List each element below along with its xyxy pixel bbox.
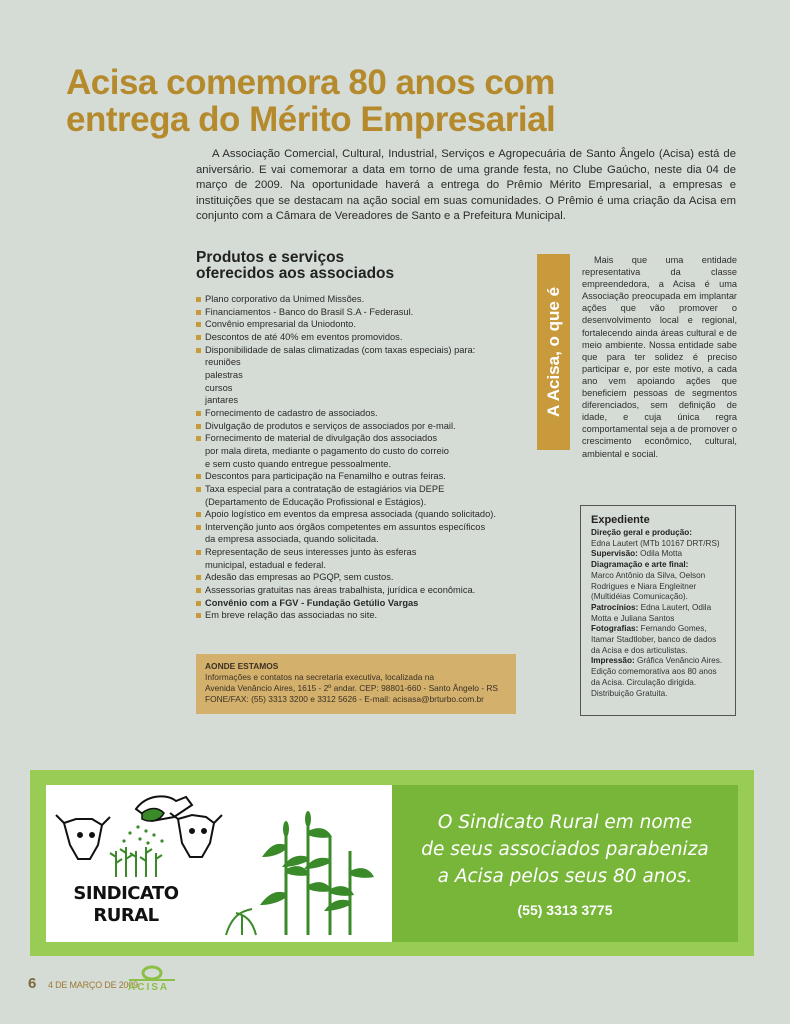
product-item-text: cursos xyxy=(205,382,233,393)
title-line-1: Acisa comemora 80 anos com xyxy=(66,63,555,102)
bullet-square-icon xyxy=(196,424,201,429)
water-drops-icon xyxy=(122,825,163,844)
bullet-square-icon xyxy=(196,525,201,530)
fotografias-value: Fernando Gomes, Itamar Stadtlober, banco de dados da Acisa e dos articulistas. xyxy=(591,624,717,655)
supervisao-label: Supervisão: xyxy=(591,549,638,559)
product-item-text: Fornecimento de cadastro de associados. xyxy=(205,407,378,418)
location-line-1: Informações e contatos na secretaria executiva, localizada na xyxy=(205,672,435,682)
product-list-item xyxy=(196,559,526,572)
product-item-text: Adesão das empresas ao PGQP, sem custos. xyxy=(205,572,394,583)
diagramacao-value: Marco Antônio da Silva, Oelson Rodrigues e Niara Engleitner (Multidéias Comunicação). xyxy=(591,570,706,602)
logo-line-2: RURAL xyxy=(93,905,159,926)
products-list xyxy=(196,293,526,622)
bullet-square-icon xyxy=(196,310,201,315)
bullet-square-icon xyxy=(196,512,201,517)
products-heading xyxy=(196,250,496,282)
product-item-text: Convênio empresarial da Uniodonto. xyxy=(205,319,356,330)
product-item-text: e sem custo quando entregue pessoalmente. xyxy=(205,458,392,469)
product-list-item xyxy=(196,293,526,306)
sindicato-logo-panel xyxy=(46,785,392,942)
location-box xyxy=(196,654,516,714)
product-item-text: Descontos de até 40% em eventos promovidos. xyxy=(205,331,403,342)
product-list-item xyxy=(196,445,526,458)
product-list-item xyxy=(196,533,526,546)
product-list-item xyxy=(196,470,526,483)
product-item-text: Plano corporativo da Unimed Missões. xyxy=(205,294,365,304)
bullet-square-icon xyxy=(196,436,201,441)
page-number: 6 xyxy=(28,975,37,992)
product-item-text: Disponibilidade de salas climatizadas (com taxas especiais) para: xyxy=(205,344,476,355)
product-item-text: Convênio com a FGV - Fundação Getúlio Vargas xyxy=(205,597,419,608)
product-list-item xyxy=(196,496,526,509)
article-title xyxy=(66,64,766,138)
title-line-2: entrega do Mérito Empresarial xyxy=(66,100,556,139)
sindicato-logo-text xyxy=(56,883,196,927)
product-list-item xyxy=(196,369,526,382)
products-heading-line-2: oferecidos aos associados xyxy=(196,265,395,282)
bullet-square-icon xyxy=(196,550,201,555)
bullet-square-icon xyxy=(196,575,201,580)
patrocinios-label: Patrocínios: xyxy=(591,602,639,612)
product-item-text: Financiamentos - Banco do Brasil S.A - Federasul. xyxy=(205,306,414,317)
bullet-square-icon xyxy=(196,335,201,340)
bullet-square-icon xyxy=(196,411,201,416)
ad-slogan xyxy=(392,809,738,890)
direcao-value: Edna Lautert (MTb 10167 DRT/RS) xyxy=(591,538,720,548)
slogan-line-1: O Sindicato Rural em nome xyxy=(437,812,693,833)
bullet-square-icon xyxy=(196,487,201,492)
product-item-text: por mala direta, mediante o pagamento do custo do correio xyxy=(205,445,449,456)
expediente-box: Expediente Direção geral e produção: Edna Lautert (MTb 10167 DRT/RS) Supervisão: Odila Motta Diagramação e arte final: Marco Antônio da Silva, Oelson Rodrigues e Niara Engleitner (Multidéias Comunicação). Patrocínios: Edna Lautert, Odila Motta e Juliana Santos Fotografias: Fernando Gomes, Itamar Stadtlober, banco de dados da Acisa e dos articulistas. Impressão: Gráfica Venâncio Aires. Edição comemorativa aos 80 anos da Acisa. Circulação dirigida. Distribuição Gratuita. xyxy=(580,505,736,716)
intro-paragraph: A Associação Comercial, Cultural, Industrial, Serviços e Agropecuária de Santo Ângelo (Acisa) está de aniversário. E vai comemorar a data em torno de uma grande festa, no Clube Gaúcho, neste dia 04 de março de 2009. Na oportunidade haverá a entrega do Prêmio Mérito Empresarial, a empresas e instituições que se destacam na ação social em suas comunidades. O Prêmio é uma criação da Acisa em conjunto com a Câmara de Vereadores de Santo e a Prefeitura Municipal. xyxy=(196,148,736,223)
small-plants-icon xyxy=(226,909,256,935)
expediente-heading: Expediente xyxy=(591,514,650,526)
diagramacao-label: Diagramação e arte final: xyxy=(591,560,689,570)
product-item-text: Representação de seus interesses junto às esferas xyxy=(205,547,417,558)
product-list-item xyxy=(196,356,526,369)
sindicato-message-panel xyxy=(392,785,738,942)
slogan-line-2: de seus associados parabeniza xyxy=(421,839,709,860)
acisa-logo-text: ACISA xyxy=(128,982,170,993)
footer-date: 4 DE MARÇO DE 2009 xyxy=(48,980,138,990)
edicao-text: Edição comemorativa aos 80 anos da Acisa. Circulação dirigida. Distribuição Gratuita. xyxy=(591,667,717,698)
product-list-item xyxy=(196,344,526,357)
product-list-item xyxy=(196,331,526,344)
product-item-text: Divulgação de produtos e serviços de associados por e-mail. xyxy=(205,420,456,431)
impressao-label: Impressão: xyxy=(591,656,635,666)
product-list-item xyxy=(196,521,526,534)
product-list-item xyxy=(196,508,526,521)
product-item-text: reuniões xyxy=(205,357,241,368)
product-list-item xyxy=(196,609,526,622)
sprouts-icon xyxy=(110,847,162,877)
que-e-paragraph: Mais que uma entidade representativa da classe empreendedora, a Acisa é uma Associação preocupada em implantar ações que vão promover o desenvolvimento local e regional, fortalecendo ainda áreas cultural e de meio ambiente. Nossa entidade sabe que para ter solidez é preciso participar e, por este motivo, a cada ano vem apoiando ações que beneficiem pessoas de segmentos diferenciados, sem definição de idade, e cuja única regra comportamental seja a de promover o crescimento econômico, cultural, ambiental e social. xyxy=(582,255,737,459)
sindicato-ad-banner xyxy=(30,770,754,956)
que-e-label-bar xyxy=(537,254,570,450)
fotografias-label: Fotografias: xyxy=(591,624,639,634)
bullet-square-icon xyxy=(196,474,201,479)
product-list-item xyxy=(196,458,526,471)
product-list-item xyxy=(196,584,526,597)
ad-phone: (55) 3313 3775 xyxy=(517,902,613,918)
bullet-square-icon xyxy=(196,348,201,353)
cow-right-icon xyxy=(170,813,222,857)
product-item-text: Intervenção junto aos órgãos competentes em assuntos específicos xyxy=(205,521,486,532)
supervisao-value: Odila Motta xyxy=(640,549,683,559)
product-list-item xyxy=(196,306,526,319)
product-item-text: (Departamento de Educação Profissional e Estágios). xyxy=(205,496,427,507)
product-item-text: da empresa associada, quando solicitada. xyxy=(205,534,379,545)
product-list-item xyxy=(196,571,526,584)
direcao-label: Direção geral e produção xyxy=(591,528,690,537)
product-list-item xyxy=(196,407,526,420)
que-e-label: A Acisa, o que é xyxy=(543,286,563,418)
product-list-item xyxy=(196,546,526,559)
bullet-square-icon xyxy=(196,588,201,593)
location-heading: AONDE ESTAMOS xyxy=(205,661,279,671)
bullet-square-icon xyxy=(196,613,201,618)
cow-left-icon xyxy=(56,815,110,859)
product-item-text: Fornecimento de material de divulgação dos associados xyxy=(205,433,438,444)
product-item-text: Taxa especial para a contratação de estagiários via DEPE xyxy=(205,483,445,494)
logo-line-1: SINDICATO xyxy=(73,883,179,904)
product-list-item xyxy=(196,597,526,610)
bullet-square-icon xyxy=(196,297,201,302)
product-list-item xyxy=(196,432,526,445)
product-list-item xyxy=(196,382,526,395)
product-item-text: jantares xyxy=(205,395,239,406)
slogan-line-3: a Acisa pelos seus 80 anos. xyxy=(437,866,693,887)
product-item-text: municipal, estadual e federal. xyxy=(205,559,326,570)
product-list-item xyxy=(196,420,526,433)
bullet-square-icon xyxy=(196,322,201,327)
product-item-text: Assessorias gratuitas nas áreas trabalhista, jurídica e econômica. xyxy=(205,585,476,596)
product-list-item xyxy=(196,394,526,407)
bullet-square-icon xyxy=(196,601,201,606)
products-heading-line-1: Produtos e serviços xyxy=(196,249,345,266)
product-item-text: Descontos para participação na Fenamilho e outras feiras. xyxy=(205,471,446,482)
product-item-text: Apoio logístico em eventos da empresa associada (quando solicitado). xyxy=(205,509,496,520)
product-list-item xyxy=(196,483,526,496)
impressao-value: Gráfica Venâncio Aires. xyxy=(636,656,723,666)
patrocinios-value: Edna Lautert, Odila Motta e Juliana Santos xyxy=(591,602,712,623)
product-list-item xyxy=(196,318,526,331)
location-line-3: FONE/FAX: (55) 3313 3200 e 3312 5626 - E-mail: acisasa@brturbo.com.br xyxy=(205,694,484,704)
location-line-2: Avenida Venâncio Aires, 1615 - 2º andar. CEP: 98801-660 - Santo Ângelo - RS xyxy=(205,683,498,693)
product-item-text: palestras xyxy=(205,369,243,380)
product-item-text: Em breve relação das associadas no site. xyxy=(205,610,378,621)
